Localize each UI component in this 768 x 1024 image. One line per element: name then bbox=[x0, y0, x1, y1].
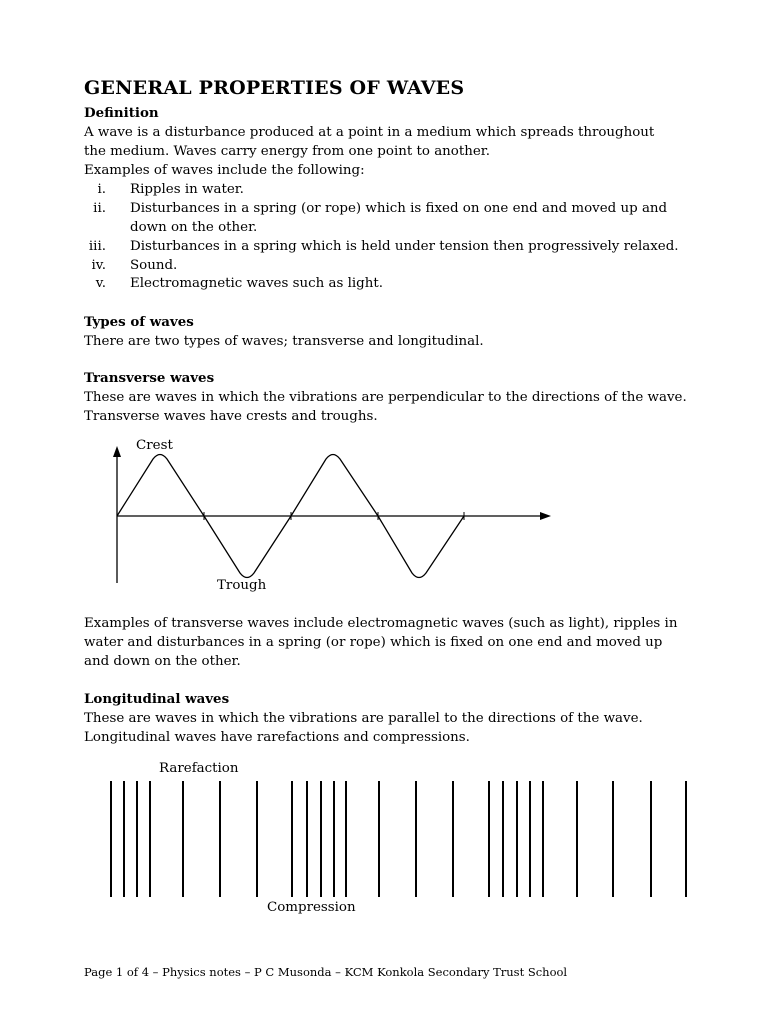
list-text-continued: down on the other. bbox=[130, 220, 258, 235]
compression-label: Compression bbox=[267, 900, 356, 915]
list-text: Disturbances in a spring (or rope) which is fixed on one end and moved up and bbox=[130, 201, 668, 216]
horizontal-axis-arrow bbox=[540, 512, 551, 520]
list-number: ii. bbox=[93, 201, 106, 216]
list-number: i. bbox=[97, 182, 106, 197]
vertical-axis-arrow bbox=[113, 446, 121, 457]
types-heading: Types of waves bbox=[84, 314, 194, 330]
trough-label: Trough bbox=[217, 578, 267, 593]
page-title: GENERAL PROPERTIES OF WAVES bbox=[84, 77, 465, 99]
page-footer: Page 1 of 4 – Physics notes – P C Musonda – KCM Konkola Secondary Trust School bbox=[84, 965, 568, 979]
transverse-examples-line-1: Examples of transverse waves include electromagnetic waves (such as light), ripples in bbox=[84, 616, 678, 631]
transverse-examples-line-2: water and disturbances in a spring (or rope) which is fixed on one end and moved up bbox=[84, 635, 663, 650]
transverse-heading: Transverse waves bbox=[84, 370, 215, 386]
definition-text-line-2: the medium. Waves carry energy from one point to another. bbox=[84, 144, 490, 159]
definition-text-line-1: A wave is a disturbance produced at a point in a medium which spreads throughout bbox=[84, 125, 655, 140]
list-number: iv. bbox=[91, 258, 106, 273]
transverse-text-line-2: Transverse waves have crests and troughs. bbox=[84, 409, 378, 424]
definition-heading: Definition bbox=[84, 105, 159, 121]
list-number: v. bbox=[95, 276, 106, 291]
rarefaction-label: Rarefaction bbox=[159, 761, 239, 776]
crest-label: Crest bbox=[136, 438, 173, 453]
transverse-text-line-1: These are waves in which the vibrations are perpendicular to the directions of the wave. bbox=[84, 390, 687, 405]
longitudinal-text-line-1: These are waves in which the vibrations are parallel to the directions of the wave. bbox=[84, 711, 643, 726]
longitudinal-heading: Longitudinal waves bbox=[84, 691, 230, 707]
longitudinal-wave-diagram bbox=[111, 781, 686, 897]
types-text: There are two types of waves; transverse and longitudinal. bbox=[84, 334, 484, 349]
list-text: Ripples in water. bbox=[130, 182, 244, 197]
list-text: Sound. bbox=[130, 258, 178, 273]
list-number: iii. bbox=[88, 239, 106, 254]
transverse-examples-line-3: and down on the other. bbox=[84, 654, 241, 669]
list-text: Disturbances in a spring which is held under tension then progressively relaxed. bbox=[130, 239, 679, 254]
examples-intro: Examples of waves include the following: bbox=[84, 163, 365, 178]
list-text: Electromagnetic waves such as light. bbox=[130, 276, 383, 291]
longitudinal-text-line-2: Longitudinal waves have rarefactions and compressions. bbox=[84, 730, 470, 745]
